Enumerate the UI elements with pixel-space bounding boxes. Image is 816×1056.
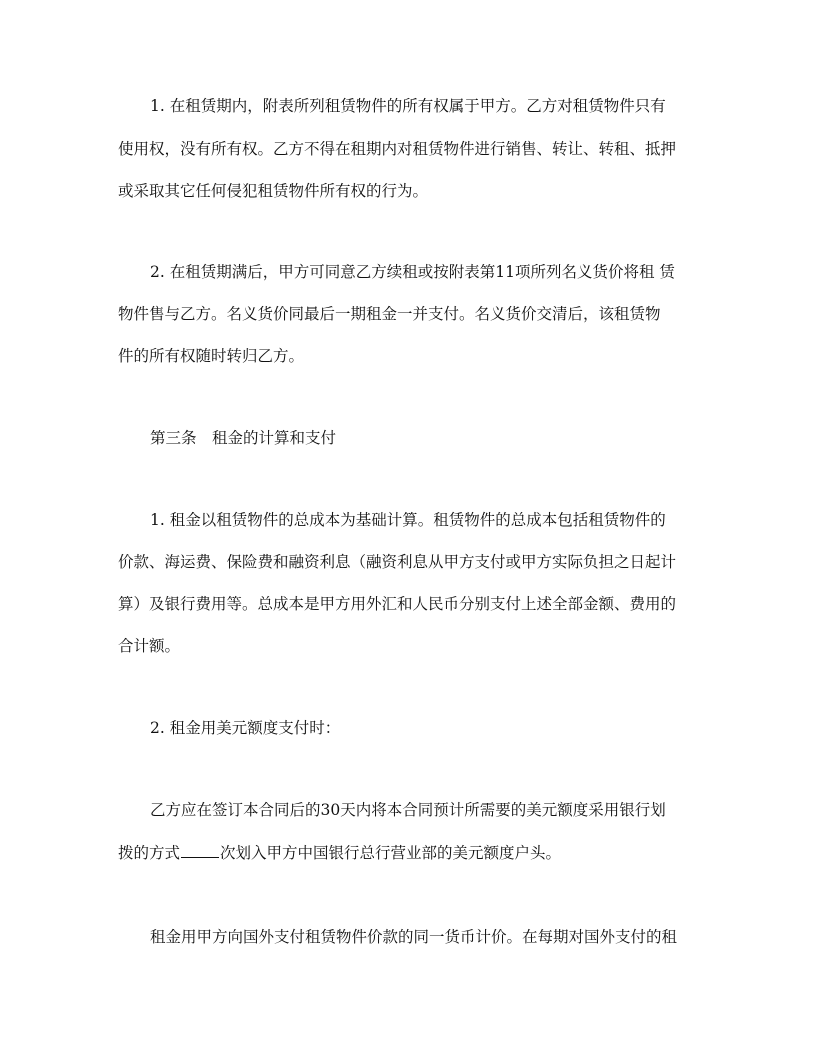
paragraph-2-line-2: 物件售与乙方。名义货价同最后一期租金一并支付。名义货价交清后，该租赁物 <box>118 305 661 323</box>
line-prefix: 拨的方式 <box>118 844 181 862</box>
paragraph-6-line-1: 租金用甲方向国外支付租赁物件价款的同一货币计价。在每期对国外支付的租 <box>150 928 678 946</box>
paragraph-1-line-1: 1. 在租赁期内，附表所列租赁物件的所有权属于甲方。乙方对租赁物件只有 <box>150 97 666 115</box>
paragraph-5-line-1: 乙方应在签订本合同后的30天内将本合同预计所需要的美元额度采用银行划 <box>150 801 666 819</box>
paragraph-4-line-1: 2. 租金用美元额度支付时： <box>150 719 341 737</box>
paragraph-3-line-3: 算）及银行费用等。总成本是甲方用外汇和人民币分别支付上述全部金额、费用的 <box>118 595 677 613</box>
paragraph-5-line-2 <box>118 843 561 863</box>
paragraph-2-line-3: 件的所有权随时转归乙方。 <box>118 347 305 365</box>
paragraph-3-line-1: 1. 租金以租赁物件的总成本为基础计算。租赁物件的总成本包括租赁物件的 <box>150 511 666 529</box>
fill-in-blank <box>181 843 219 858</box>
paragraph-3-line-2: 价款、海运费、保险费和融资利息（融资利息从甲方支付或甲方实际负担之日起计 <box>118 553 677 571</box>
section-heading: 第三条 租金的计算和支付 <box>150 429 337 447</box>
paragraph-2-line-1: 2. 在租赁期满后，甲方可同意乙方续租或按附表第11项所列名义货价将租 赁 <box>150 263 675 281</box>
line-suffix: 次划入甲方中国银行总行营业部的美元额度户头。 <box>220 844 562 862</box>
paragraph-1-line-2: 使用权，没有所有权。乙方不得在租期内对租赁物件进行销售、转让、转租、抵押 <box>118 140 677 158</box>
paragraph-3-line-4: 合计额。 <box>118 637 181 655</box>
paragraph-1-line-3: 或采取其它任何侵犯租赁物件所有权的行为。 <box>118 182 429 200</box>
